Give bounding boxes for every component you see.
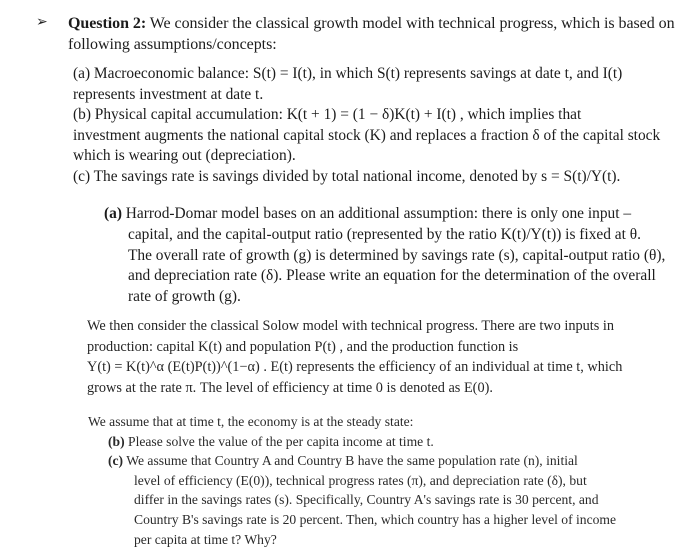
part-b-label: (b) [108,433,125,449]
part-c-line2: level of efficiency (E(0)), technical progress rates (π), and depreciation rate (δ), but [134,472,587,488]
part-a-line1 [104,204,680,225]
part-c-line4: Country B's savings rate is 20 percent. Then, which country has a higher level of income [134,511,617,527]
question-intro-line1: We consider the classical growth model with technical progress, which is based on [146,15,675,32]
part-c-label: (c) [108,453,124,469]
part-c-line3: differ in the savings rates (s). Specifically, Country A's savings rate is 30 percent, and [134,492,599,508]
part-a-label: (a) [104,205,122,222]
question-intro [68,13,688,34]
assumption-c-line1: (c) The savings rate is savings divided by total national income, denoted by s = S(t)/Y(t). [73,167,621,185]
assumption-b-line2: investment augments the national capital stock (K) and replaces a fraction δ of the capital stock [73,126,661,144]
arrow-right-icon: ➢ [36,14,48,30]
part-b [108,432,678,452]
question-label: Question 2: [68,15,147,32]
solow-line3: Y(t) = K(t)^α (E(t)P(t))^(1−α) . E(t) represents the efficiency of an individual at time t, which [87,359,623,376]
part-a-line5: rate of growth (g). [128,288,241,306]
assumption-a-line1: (a) Macroeconomic balance: S(t) = I(t), in which S(t) represents savings at date t, and I(t) [73,65,623,82]
question-intro-line2: following assumptions/concepts: [68,36,277,53]
steady-intro: We assume that at time t, the economy is at the steady state: [88,414,414,429]
part-a-line2: capital, and the capital-output ratio (represented by the ratio K(t)/Y(t)) is fixed at θ. [128,225,641,243]
solow-line1: We then consider the classical Solow model with technical progress. There are two inputs in [87,318,615,334]
assumption-b-line1: (b) Physical capital accumulation: K(t + 1) = (1 − δ)K(t) + I(t) , which implies that [73,106,582,124]
solow-model-paragraph [87,316,681,398]
solow-line2: production: capital K(t) and population P(t) , and the production function is [87,338,519,355]
part-c [108,451,678,471]
question-header [68,13,688,55]
part-a-text-line1: Harrod-Domar model bases on an additional assumption: there is only one input – [121,205,632,222]
steady-state-section [88,412,678,549]
part-c-line1: We assume that Country A and Country B have the same population rate (n), initial [123,453,578,469]
part-b-text: Please solve the value of the per capita income at time t. [124,433,434,449]
part-c-line5: per capita at time t? Why? [134,531,277,547]
part-a-line4: and depreciation rate (δ). Please write an equation for the determination of the overall [128,267,656,285]
assumption-a-line2: represents investment at date t. [73,85,264,103]
assumptions-list [73,64,685,188]
solow-line4: grows at the rate π. The level of efficiency at time 0 is denoted as E(0). [87,379,493,396]
part-a [104,204,680,308]
assumption-b-line3: which is wearing out (depreciation). [73,147,296,165]
part-a-line3: The overall rate of growth (g) is determined by savings rate (s), capital-output ratio (θ), [128,246,666,264]
